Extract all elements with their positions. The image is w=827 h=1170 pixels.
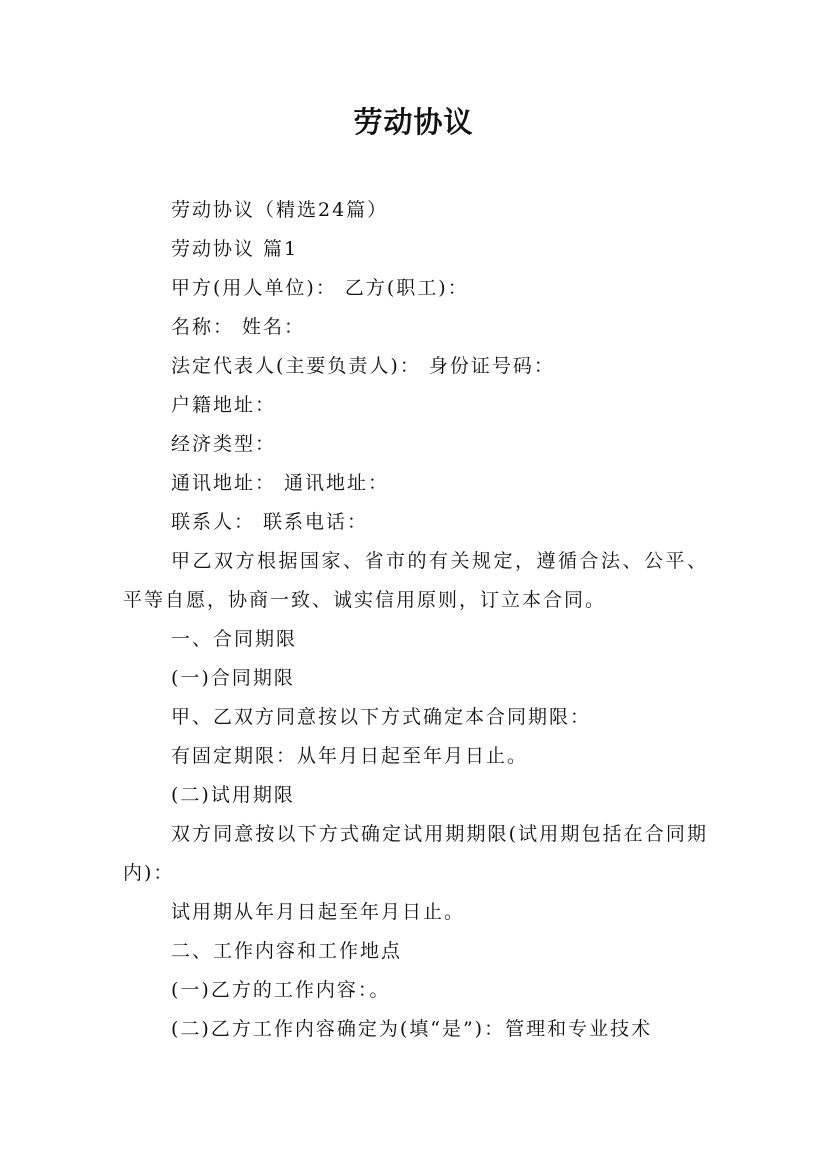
paragraph: 劳动协议（精选24篇） (171, 199, 389, 221)
paragraph: 二、工作内容和工作地点 (171, 940, 403, 962)
paragraph: (二)乙方工作内容确定为(填“是”)：管理和专业技术 (171, 1018, 653, 1040)
paragraph: 双方同意按以下方式确定试用期期限(试用期包括在合同期内)： (123, 823, 708, 884)
paragraph: 法定代表人(主要负责人)： 身份证号码： (171, 355, 555, 377)
paragraph: 通讯地址： 通讯地址： (171, 472, 390, 494)
paragraph: 户籍地址： (171, 394, 277, 416)
paragraph: 试用期从年月日起至年月日止。 (171, 901, 466, 923)
paragraph: 有固定期限：从年月日起至年月日止。 (171, 745, 529, 767)
paragraph: 名称： 姓名： (171, 316, 306, 338)
paragraph: 甲乙双方根据国家、省市的有关规定，遵循合法、公平、平等自愿，协商一致、诚实信用原则，订立本合同。 (123, 550, 708, 611)
paragraph: 甲方(用人单位)： 乙方(职工)： (171, 277, 469, 299)
paragraph: (一)合同期限 (171, 667, 295, 689)
paragraph: (二)试用期限 (171, 784, 295, 806)
document-body (123, 191, 708, 1049)
paragraph: 劳动协议 篇1 (171, 238, 299, 260)
paragraph: 经济类型： (171, 433, 277, 455)
paragraph: 甲、乙双方同意按以下方式确定本合同期限： (171, 706, 592, 728)
paragraph: (一)乙方的工作内容：。 (171, 979, 391, 1001)
paragraph: 一、合同期限 (171, 628, 298, 650)
paragraph: 联系人： 联系电话： (171, 511, 369, 533)
document-title: 劳动协议 (353, 105, 474, 139)
